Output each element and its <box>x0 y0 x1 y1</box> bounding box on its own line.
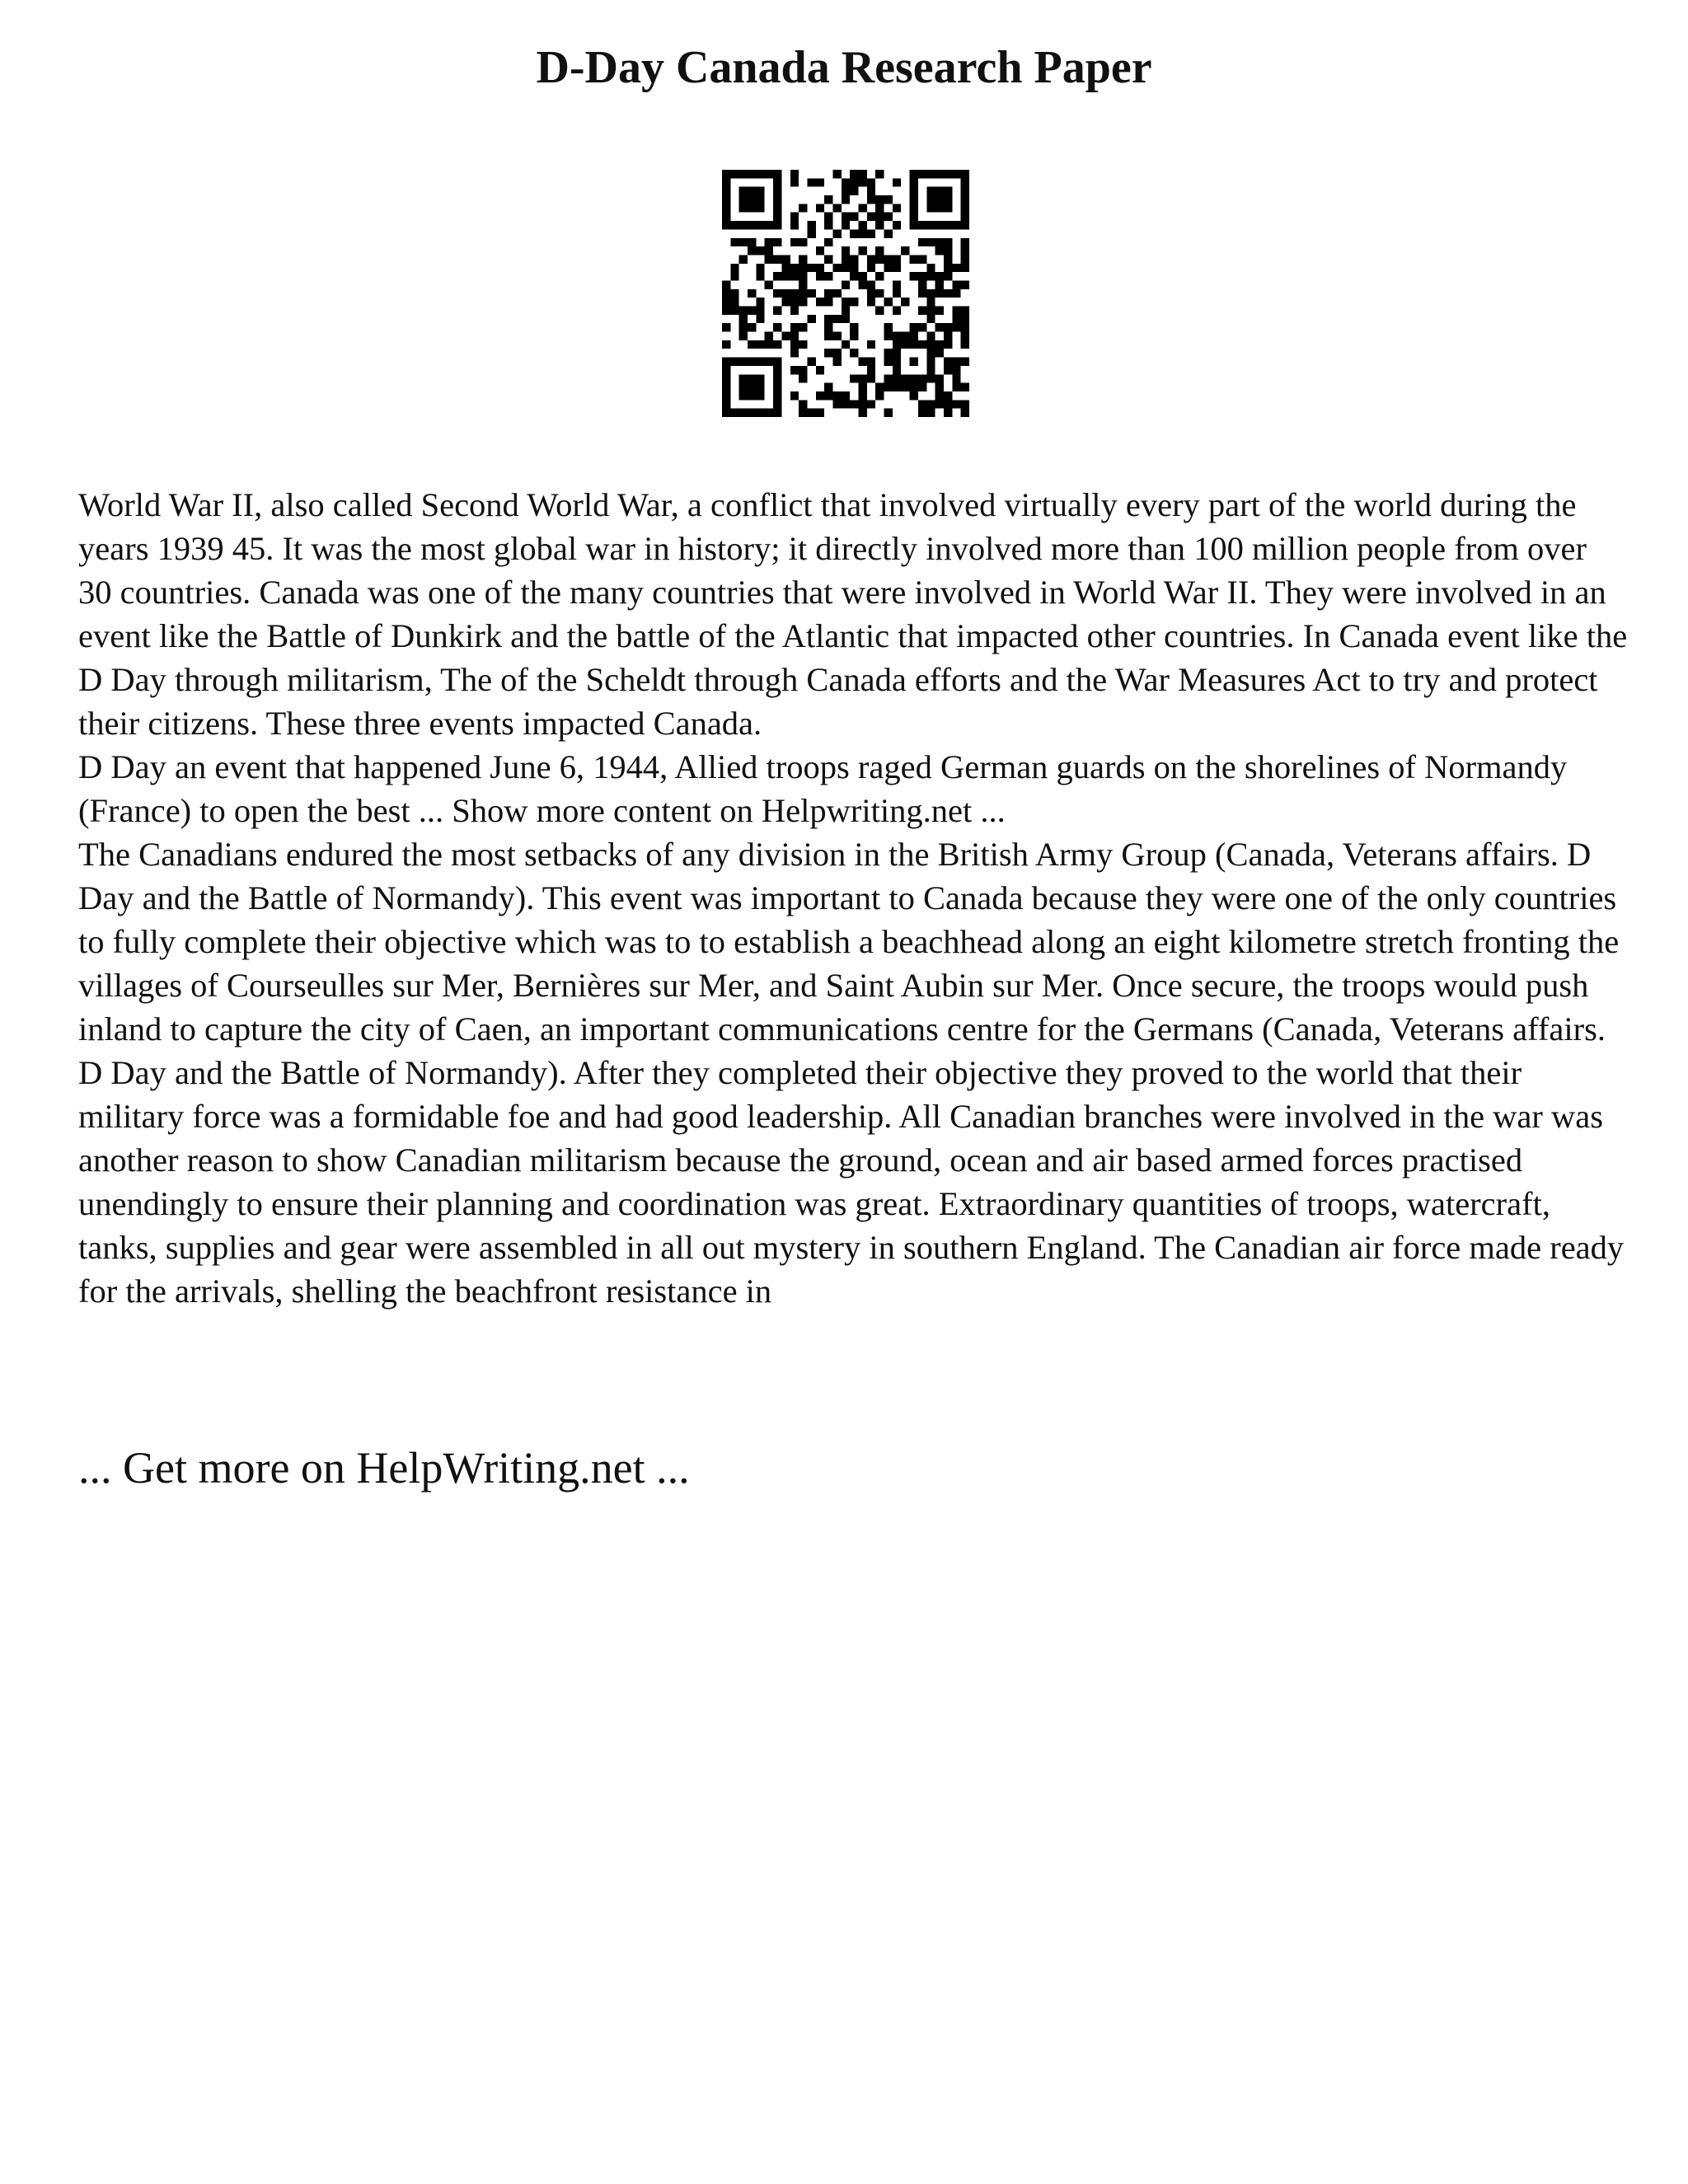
page-title: D-Day Canada Research Paper <box>536 42 1152 93</box>
paragraph-2: D Day an event that happened June 6, 1944, Allied troops raged German guards on the shorelines of Normandy (France) to open the best ... Show more content on Helpwriting.net ... <box>78 748 1568 829</box>
qr-code-icon[interactable] <box>722 170 969 417</box>
paragraph-3: The Canadians endured the most setbacks of any division in the British Army Group (Canada, Veterans affairs. D Day and the Battle of Normandy). This event was important to Canada because they were one of the only countries to fully complete their objective which was to to establish a beachhead along an eight kilometre stretch fronting the villages of Courseulles sur Mer, Bernières sur Mer, and Saint Aubin sur Mer. Once secure, the troops would push inland to capture the city of Caen, an important communications centre for the Germans (Canada, Veterans affairs. D Day and the Battle of Normandy). After they completed their objective they proved to the world that their military force was a formidable foe and had good leadership. All Canadian branches were involved in the war was another reason to show Canadian militarism because the ground, ocean and air based armed forces practised unendingly to ensure their planning and coordination was great. Extraordinary quantities of troops, watercraft, tanks, supplies and gear were assembled in all out mystery in southern England. The Canadian air force made ready for the arrivals, shelling the beachfront resistance in <box>78 836 1625 1310</box>
get-more-link[interactable]: ... Get more on HelpWriting.net ... <box>78 1443 690 1493</box>
article-body <box>78 483 1628 1313</box>
paragraph-1: World War II, also called Second World War, a conflict that involved virtually every part of the world during the years 1939 45. It was the most global war in history; it directly involved more than 100 million people from over 30 countries. Canada was one of the many countries that were involved in World War II. They were involved in an event like the Battle of Dunkirk and the battle of the Atlantic that impacted other countries. In Canada event like the D Day through militarism, The of the Scheldt through Canada efforts and the War Measures Act to try and protect their citizens. These three events impacted Canada. <box>78 486 1628 742</box>
